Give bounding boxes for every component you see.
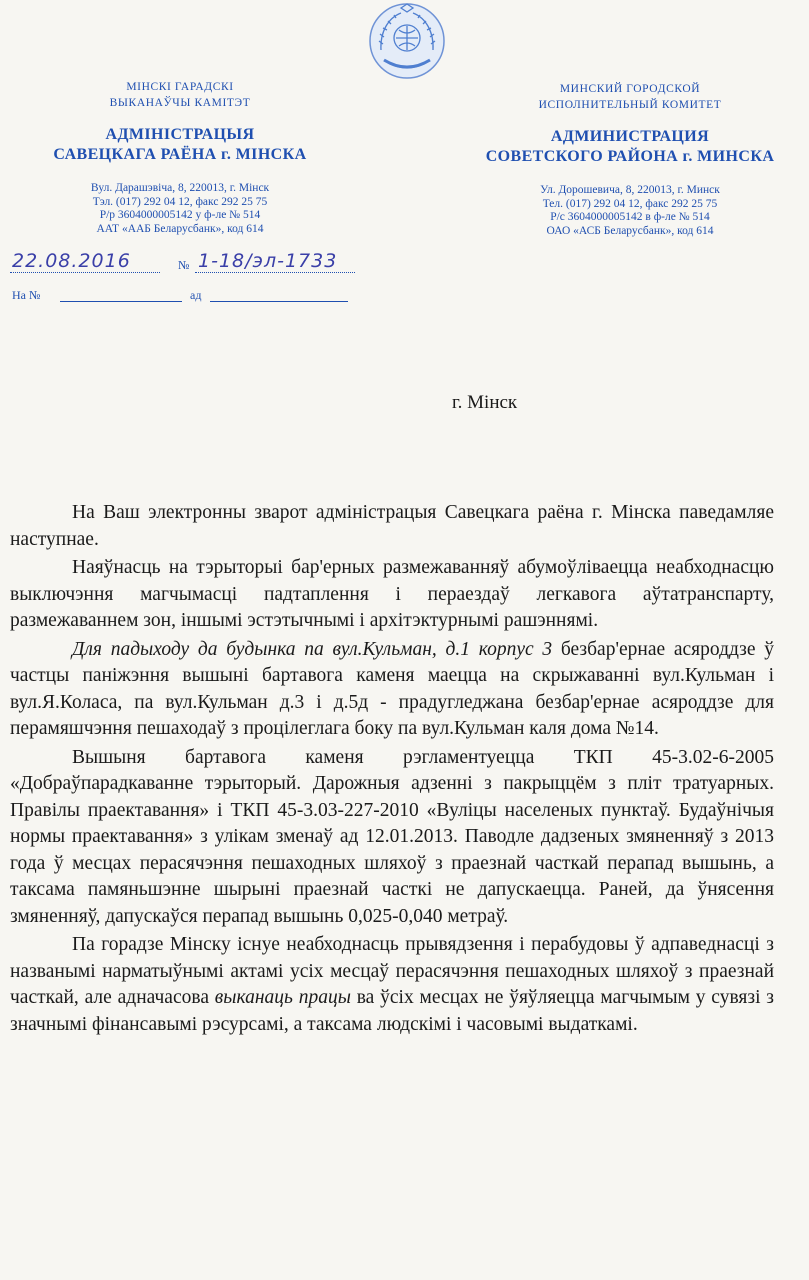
paragraph-3-rest: безбар'ернае асяроддзе ў частцы паніжэння вышыні бартавога каменя маецца на скрыжаванні вул.Кульман і вул.Я.Коласа, па вул.Кульман д.3 і д.5д - прадугледжана безбар'ернае асяроддзе для перамяшчэння пешаходаў з процілеглага боку па вул.Кульман каля дома №14. [10, 638, 774, 739]
paragraph-3-italic: Для падыходу да будынка па вул.Кульман, д.1 корпус 3 [72, 638, 553, 660]
org-name-line1: МІНСКІ ГАРАДСКІ [126, 81, 234, 93]
admin-title-line2: САВЕЦКАГА РАЁНА г. МІНСКА [53, 146, 307, 163]
bank-name: ААТ «ААБ Беларусбанк», код 614 [96, 222, 264, 235]
bank-account: Р/с 3604000005142 в ф-ле № 514 [550, 211, 710, 223]
bank-account: Р/р 3604000005142 у ф-ле № 514 [99, 209, 261, 221]
org-name-line2: ВЫКАНАЎЧЫ КАМІТЭТ [109, 97, 251, 109]
header-left [20, 79, 340, 236]
paragraph-1: На Ваш электронны зварот адміністрацыя Савецкага раёна г. Мінска паведамляе наступнае. [10, 502, 774, 550]
paragraph-3 [10, 637, 774, 743]
coat-of-arms-icon [368, 2, 446, 80]
paragraph-5 [10, 932, 774, 1038]
paragraph-2: Наяўнасць на тэрыторыі бар'ерных размежаванняў абумоўліваецца неабходнасцю выключэння магчымасці падтаплення і пераездаў легкавога аўтатранспарту, размежаваннем зон, іншымі эстэтычнымі і архітэктурнымі рашэннямі. [10, 557, 774, 631]
paragraph-4: Вышыня бартавога каменя рэгламентуецца ТКП 45-3.02-6-2005 «Добраўпарадкаванне тэрыторый. Дарожныя адзенні з пакрыццём з пліт тратуарных. Правілы праектавання» і ТКП 45-3.03-227-2010 «Вуліцы населеных пунктаў. Будаўнічыя нормы праектавання» з улікам зменаў ад 12.01.2013. Паводле дадзеных змяненняў з 2013 года ў месцах перасячэння пешаходных шляхоў з праезнай часткай перапад вышынь, а таксама памяньшэнне шырыні праезнай часткі не дапускаецца. Раней, да ўнясення змяненняў, дапускаўся перапад вышынь 0,025-0,040 метраў. [10, 746, 774, 927]
paragraph-5-end: ва ўсіх месцах не ўяўляецца магчымым у сувязі з значнымі фінансавымі рэсурсамі, а таксама людскімі і часовымі выдаткамі. [10, 987, 774, 1035]
org-name-line1: МИНСКИЙ ГОРОДСКОЙ [559, 83, 701, 95]
org-name-line2: ИСПОЛНИТЕЛЬНЫЙ КОМИТЕТ [538, 99, 722, 111]
ad-label: ад [190, 288, 202, 302]
admin-title-line1: АДМІНІСТРАЦЫЯ [105, 126, 255, 143]
handwritten-date: 22.08.2016 [12, 250, 131, 272]
bank-name: ОАО «АСБ Беларусбанк», код 614 [546, 224, 714, 237]
phone: Тэл. (017) 292 04 12, факс 292 25 75 [92, 195, 268, 208]
city-line: г. Мінск [452, 392, 518, 413]
address: Ул. Дорошевича, 8, 220013, г. Минск [540, 184, 720, 196]
letter-body [10, 500, 774, 1040]
header-right [460, 81, 800, 238]
number-label: № [178, 258, 190, 272]
phone: Тел. (017) 292 04 12, факс 292 25 75 [542, 197, 718, 210]
reference-line [10, 288, 350, 306]
paragraph-5-italic: выканаць працы [214, 987, 351, 1008]
paragraph-5-start: Па горадзе Мінску існуе неабходнасць прывядзення і перабудовы ў адпаведнасці з названымі нарматыўнымі актамі усіх месцаў перасячэння пешаходных шляхоў з праезнай часткай, але адначасова [10, 934, 774, 1008]
address: Вул. Дарашэвіча, 8, 220013, г. Мінск [90, 182, 270, 194]
admin-title-line2: СОВЕТСКОГО РАЙОНА г. МИНСКА [485, 148, 775, 165]
registration-line [10, 250, 410, 276]
handwritten-number: 1-18/эл-1733 [198, 250, 338, 272]
na-label: На № [12, 288, 41, 302]
admin-title-line1: АДМИНИСТРАЦИЯ [550, 128, 710, 145]
